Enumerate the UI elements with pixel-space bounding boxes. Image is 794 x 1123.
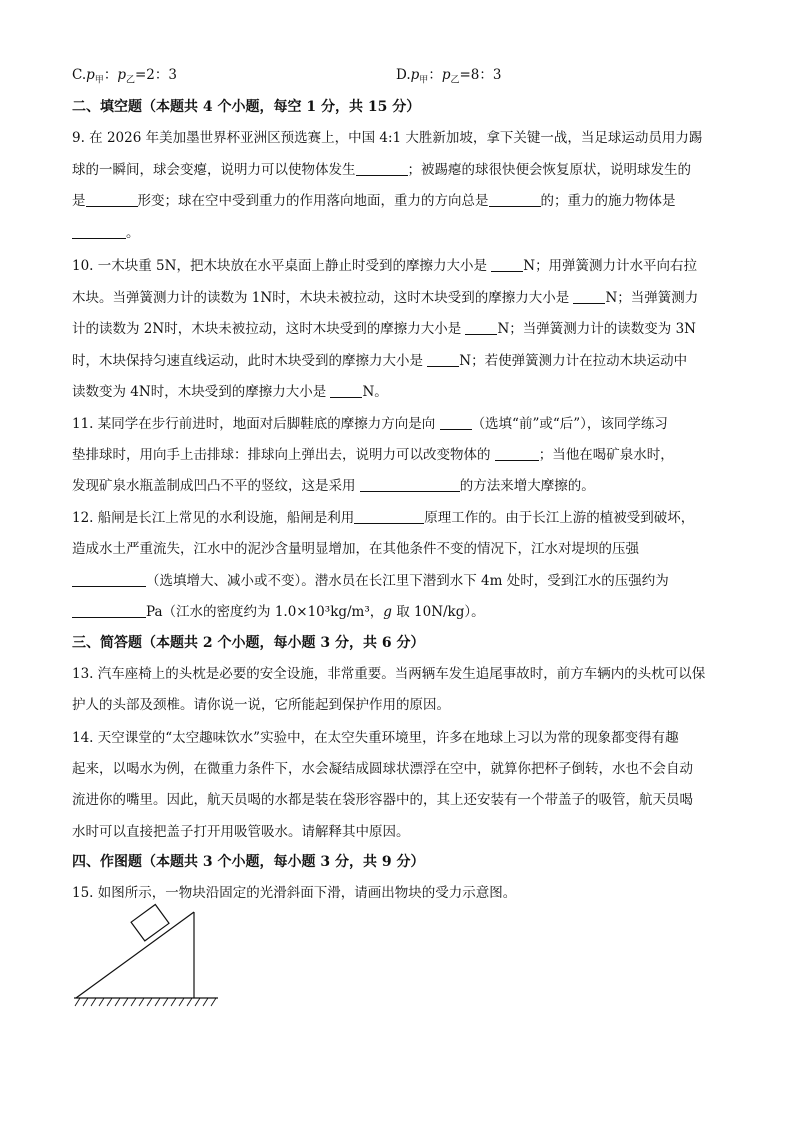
text-segment: ；当他在喝矿泉水时， bbox=[538, 447, 674, 463]
ratio-colon: ： bbox=[428, 67, 442, 83]
question-13-line: 护人的头部及颈椎。请你说一说，它所能起到保护作用的原因。 bbox=[72, 697, 450, 713]
text-segment: 10. 一木块重 5N，把木块放在水平桌面上静止时受到的摩擦力大小是 bbox=[72, 258, 492, 274]
text-segment: 球的一瞬间，球会变瘪，说明力可以使物体发生 bbox=[72, 162, 356, 178]
answer-blank[interactable] bbox=[356, 162, 408, 176]
option-letter: D. bbox=[396, 67, 411, 83]
answer-blank[interactable] bbox=[491, 258, 523, 272]
option-c bbox=[72, 66, 177, 90]
pressure-symbol: p bbox=[410, 67, 420, 83]
block bbox=[131, 905, 169, 941]
text-segment: Pa（江水的密度约为 1.0×10³kg/m³， bbox=[146, 604, 384, 620]
question-13-line: 13. 汽车座椅上的头枕是必要的安全设施，非常重要。当两辆车发生追尾事故时，前方车辆内的头枕可以保 bbox=[72, 666, 706, 682]
answer-blank[interactable] bbox=[440, 416, 472, 430]
question-9-line bbox=[72, 161, 691, 179]
text-segment: N；用弹簧测力计水平向右拉 bbox=[523, 258, 698, 274]
question-14-line: 14. 天空课堂的“太空趣味饮水”实验中，在太空失重环境里，许多在地球上习以为常的现象都变得有趣 bbox=[72, 730, 679, 746]
text-segment: 形变；球在空中受到重力的作用落向地面，重力的方向总是 bbox=[137, 193, 489, 209]
question-10-line bbox=[72, 352, 687, 370]
text-segment: 木块。当弹簧测力计的读数为 1N时，木块未被拉动，这时木块受到的摩擦力大小是 bbox=[72, 290, 574, 306]
answer-blank[interactable] bbox=[465, 321, 497, 335]
question-10-line bbox=[72, 320, 696, 338]
answer-blank[interactable] bbox=[573, 290, 605, 304]
text-segment: 发现矿泉水瓶盖制成凹凸不平的竖纹，这是采用 bbox=[72, 478, 360, 494]
answer-blank[interactable] bbox=[427, 353, 459, 367]
ratio-value: =8：3 bbox=[459, 67, 502, 83]
question-10-line bbox=[72, 257, 697, 275]
text-segment: N；当弹簧测力 bbox=[605, 290, 699, 306]
question-10-line bbox=[72, 289, 698, 307]
question-11-line bbox=[72, 446, 674, 464]
text-segment: 。 bbox=[126, 225, 140, 241]
ratio-colon: ： bbox=[103, 67, 118, 83]
question-12-line bbox=[72, 509, 694, 527]
answer-blank[interactable] bbox=[72, 573, 146, 587]
text-segment: 时，木块保持匀速直线运动，此时木块受到的摩擦力大小是 bbox=[72, 353, 428, 369]
text-segment: 原理工作的。由于长江上游的植被受到破坏， bbox=[424, 510, 695, 526]
answer-blank[interactable] bbox=[360, 478, 460, 492]
text-segment: 12. 船闸是长江上常见的水利设施，船闸是利用 bbox=[72, 510, 355, 526]
answer-blank[interactable] bbox=[495, 447, 539, 461]
question-15-line: 15. 如图所示，一物块沿固定的光滑斜面下滑，请画出物块的受力示意图。 bbox=[72, 885, 517, 901]
text-segment: ；被踢瘪的球很快便会恢复原状，说明球发生的 bbox=[407, 162, 691, 178]
answer-blank[interactable] bbox=[354, 510, 424, 524]
text-segment: 取 10N/kg）。 bbox=[391, 604, 485, 620]
question-14-line: 起来，以喝水为例，在微重力条件下，水会凝结成圆球状漂浮在空中，就算你把杯子倒转，水也不会自动 bbox=[72, 761, 693, 777]
question-9-line: 9. 在 2026 年美加墨世界杯亚洲区预选赛上，中国 4:1 大胜新加坡，拿下关键一战，当足球运动员用力踢 bbox=[72, 130, 703, 146]
text-segment: 是 bbox=[72, 193, 86, 209]
answer-blank[interactable] bbox=[72, 225, 126, 239]
ratio-value: =2：3 bbox=[134, 67, 177, 83]
question-14-line: 流进你的嘴里。因此，航天员喝的水都是装在袋形容器中的，其上还安装有一个带盖子的吸管，航天员喝 bbox=[72, 792, 693, 808]
incline-figure bbox=[66, 898, 236, 1010]
question-9-line bbox=[72, 192, 676, 210]
pressure-symbol: p bbox=[117, 67, 126, 83]
answer-blank[interactable] bbox=[330, 384, 362, 398]
subscript: 甲 bbox=[419, 75, 429, 86]
text-segment: 计的读数为 2N时，木块未被拉动，这时木块受到的摩擦力大小是 bbox=[72, 321, 466, 337]
option-letter: C. bbox=[72, 67, 87, 83]
text-segment: 垫排球时，用向手上击排球：排球向上弹出去，说明力可以改变物体的 bbox=[72, 447, 495, 463]
text-segment: N；当弹簧测力计的读数变为 3N bbox=[497, 321, 696, 337]
subscript: 乙 bbox=[125, 75, 135, 86]
section-heading: 四、作图题（本题共 3 个小题，每小题 3 分，共 9 分） bbox=[72, 854, 425, 870]
text-segment: 的；重力的施力物体是 bbox=[540, 193, 676, 209]
answer-blank[interactable] bbox=[86, 193, 138, 207]
question-11-line bbox=[72, 477, 595, 495]
option-d bbox=[396, 66, 501, 90]
text-segment: 11. 某同学在步行前进时，地面对后脚鞋底的摩擦力方向是向 bbox=[72, 416, 440, 432]
text-segment: N。 bbox=[362, 384, 388, 400]
pressure-symbol: p bbox=[86, 67, 95, 83]
text-segment: （选填增大、减小或不变）。潜水员在长江里下潜到水下 4m 处时，受到江水的压强约为 bbox=[146, 573, 669, 589]
question-12-line: 造成水土严重流失，江水中的泥沙含量明显增加，在其他条件不变的情况下，江水对堤坝的压强 bbox=[72, 541, 639, 557]
gravity-symbol: g bbox=[383, 604, 392, 620]
text-segment: 的方法来增大摩擦的。 bbox=[459, 478, 595, 494]
answer-blank[interactable] bbox=[72, 604, 146, 618]
ground-hatching bbox=[75, 998, 216, 1006]
question-14-line: 水时可以直接把盖子打开用吸管吸水。请解释其中原因。 bbox=[72, 824, 410, 840]
pressure-symbol: p bbox=[441, 67, 451, 83]
question-10-line bbox=[72, 383, 388, 401]
text-segment: （选填“前”或“后”），该同学练习 bbox=[471, 416, 668, 432]
text-segment: 读数变为 4N时，木块受到的摩擦力大小是 bbox=[72, 384, 331, 400]
question-12-line bbox=[72, 572, 669, 590]
answer-blank[interactable] bbox=[489, 193, 541, 207]
subscript: 乙 bbox=[450, 75, 460, 86]
text-segment: N；若使弹簧测力计在拉动木块运动中 bbox=[459, 353, 688, 369]
subscript: 甲 bbox=[94, 75, 104, 86]
question-12-line bbox=[72, 603, 485, 621]
question-9-line bbox=[72, 224, 140, 242]
section-heading: 三、简答题（本题共 2 个小题，每小题 3 分，共 6 分） bbox=[72, 635, 425, 651]
question-11-line bbox=[72, 415, 668, 433]
section-heading: 二、填空题（本题共 4 个小题，每空 1 分，共 15 分） bbox=[72, 99, 421, 115]
